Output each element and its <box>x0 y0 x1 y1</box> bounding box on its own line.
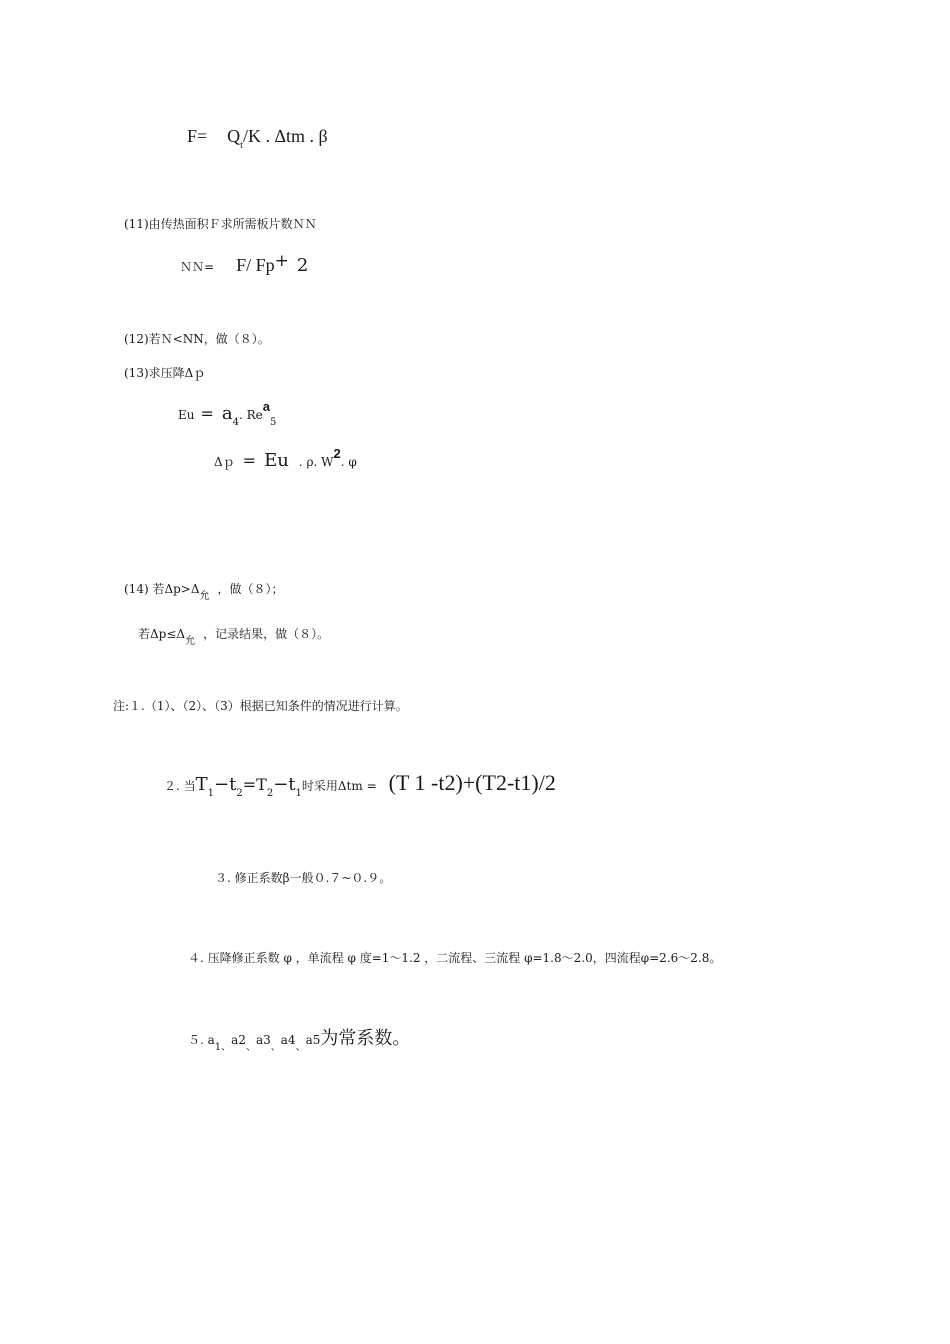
note-5-a5: a5 <box>305 1033 321 1047</box>
step-14-line-2-sub: 允 <box>185 636 196 647</box>
note-4: ４. 压降修正系数 φ ，单流程 φ 度=1～1.2 ，二流程、三流程 φ=1.8～2.0，四流程φ=2.6～2.8。 <box>188 951 722 965</box>
note-5-s3: 、 <box>270 1042 281 1053</box>
note-2-prefix: ２. 当 <box>164 779 196 793</box>
eu-sup-a: a <box>262 399 271 414</box>
note-2-T2-sub: 2 <box>266 788 274 799</box>
formula-heat-area <box>187 127 328 151</box>
note-2-minus-1: −t <box>214 774 237 795</box>
eu-dot-re: . Re <box>239 408 263 422</box>
note-2-T1-sub: 1 <box>207 788 215 799</box>
step-14-line-1 <box>124 583 284 602</box>
formula-f-rest: /K . Δtm . β <box>242 126 328 146</box>
step-14-line-2-b: ，记录结果，做（８）。 <box>203 627 330 641</box>
formula-plate-count <box>180 253 308 275</box>
note-5 <box>188 1030 410 1053</box>
formula-f-lhs: F= <box>187 126 208 146</box>
formula-nn-rhs: F/ Fp <box>236 255 275 275</box>
note-2-t1-sub: 1 <box>295 788 302 799</box>
note-2-mid: 时采用Δtm = <box>301 779 377 793</box>
formula-pressure-drop <box>214 447 357 470</box>
step-12-text: (12)若Ｎ<NN，做（８）。 <box>124 332 270 346</box>
note-2-formula: (T 1 -t2)+(T2-t1)/2 <box>388 770 556 795</box>
note-5-s1: 1、 <box>214 1042 232 1053</box>
eu-eq: = <box>200 404 214 423</box>
note-5-s2: 、 <box>245 1042 256 1053</box>
formula-f-q-sub: t <box>240 140 243 151</box>
dp-phi: . φ <box>340 455 357 469</box>
note-2 <box>164 772 556 799</box>
dp-rest: . ρ. W <box>298 455 334 469</box>
note-5-a2: a2 <box>231 1033 246 1047</box>
note-5-a3: a3 <box>255 1033 271 1047</box>
note-2-minus-2: −t <box>273 774 296 795</box>
step-14-line-2 <box>138 628 329 647</box>
dp-lhs: Δｐ <box>214 455 235 469</box>
formula-nn-lhs: ＮＮ= <box>180 260 215 274</box>
note-2-T1: T <box>195 774 208 795</box>
eu-sub-4: 4 <box>232 417 240 428</box>
eu-sub-5: 5 <box>270 417 277 428</box>
step-11-text: (11)由传热面积Ｆ求所需板片数ＮＮ <box>124 217 317 231</box>
step-14-line-1-sub: 允 <box>199 591 210 602</box>
eu-a: a <box>221 403 233 424</box>
note-1: 注:１.（1）、（2）、（3）根据已知条件的情况进行计算。 <box>113 699 408 713</box>
step-14-line-2-a: 若Δp≤Δ <box>138 627 186 641</box>
step-13-text: (13)求压降Δｐ <box>124 366 206 380</box>
note-2-eq: =T <box>242 775 267 794</box>
dp-eu: Eu <box>264 450 289 471</box>
formula-euler <box>178 400 276 428</box>
note-5-s4: 、 <box>295 1042 306 1053</box>
note-5-a4: a4 <box>280 1033 296 1047</box>
note-2-t2-sub: 2 <box>236 788 243 799</box>
dp-sup: 2 <box>333 446 341 461</box>
eu-lhs: Eu <box>178 408 195 422</box>
step-14-line-1-a: (14) 若Δp>Δ <box>124 582 200 596</box>
dp-eq: = <box>242 451 257 470</box>
formula-nn-plus: + <box>274 251 289 271</box>
formula-f-q: Q <box>227 126 241 146</box>
step-14-line-1-b: ，做（８）； <box>217 582 284 596</box>
note-3: ３. 修正系数β一般０.７~０.９。 <box>215 871 392 885</box>
formula-nn-two: 2 <box>296 255 309 276</box>
note-5-suffix: 为常系数。 <box>320 1028 411 1049</box>
note-5-prefix: ５. a <box>188 1033 215 1047</box>
